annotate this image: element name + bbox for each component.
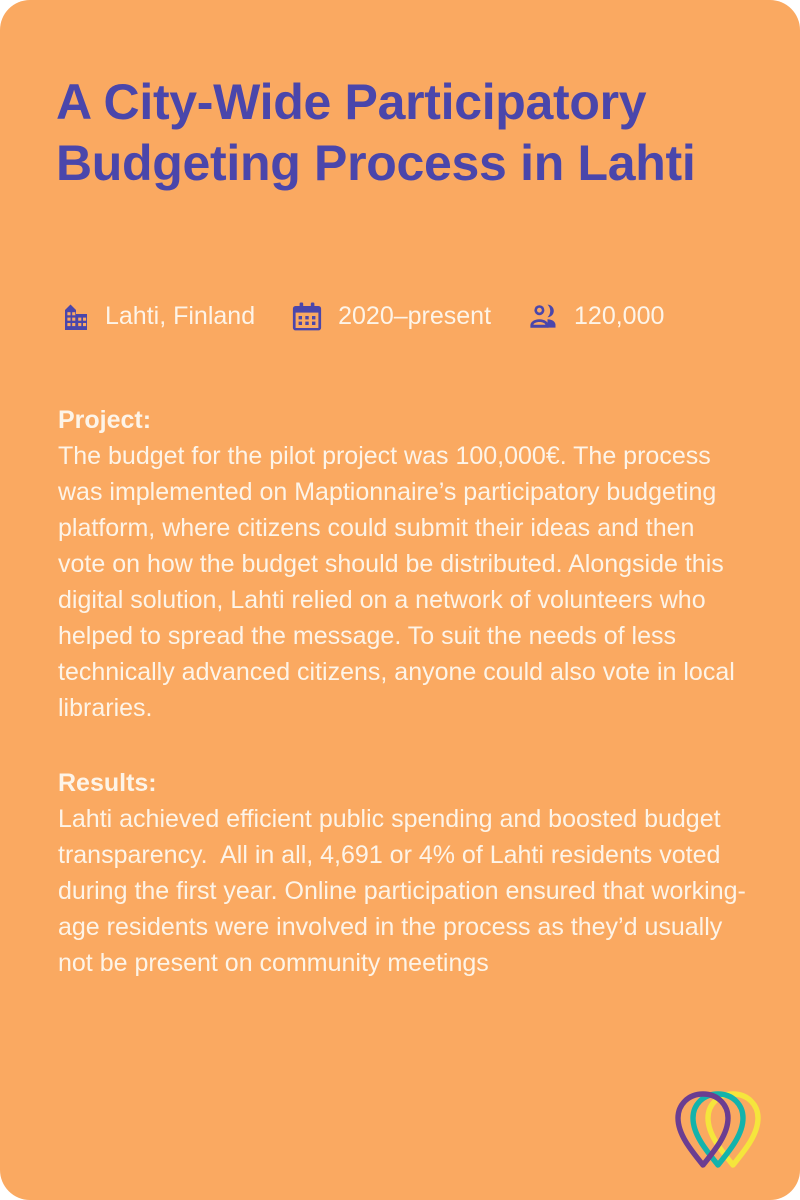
body-content — [58, 402, 748, 981]
meta-row — [56, 298, 756, 334]
section-heading-results: Results: — [58, 769, 157, 797]
section-text-project: The budget for the pilot project was 100,000€. The process was implemented on Maptionnaire’s participatory budgeting platform, where citizens could submit their ideas and then vote on how the budget should be distributed. Alongside this digital solution, Lahti relied on a network of volunteers who helped to spread the message. To suit the needs of less technically advanced citizens, anyone could also vote in local libraries. — [58, 442, 742, 722]
maptionnaire-logo — [660, 1084, 778, 1176]
section-divider-gap — [58, 726, 748, 765]
logo-pin-purple — [678, 1094, 728, 1165]
section-text-results: Lahti achieved efficient public spending and boosted budget transparency. All in all, 4,691 or 4% of Lahti residents voted during the first year. Online participation ensured that working-age residents were involved in the process as they’d usually not be present on community meetings — [58, 805, 746, 977]
building-icon — [56, 298, 92, 334]
section-results — [58, 765, 748, 981]
meta-item-timeframe — [289, 298, 491, 334]
section-project — [58, 402, 748, 726]
meta-label-location: Lahti, Finland — [105, 301, 256, 330]
meta-label-timeframe: 2020–present — [338, 301, 492, 330]
meta-item-population — [525, 298, 664, 334]
section-heading-project: Project: — [58, 406, 152, 434]
logo-pin-teal — [693, 1094, 743, 1165]
meta-item-location — [56, 298, 255, 334]
page-title: A City-Wide Participatory Budgeting Process in Lahti — [56, 74, 696, 191]
meta-label-population: 120,000 — [574, 301, 665, 330]
people-icon — [525, 298, 561, 334]
calendar-icon — [289, 298, 325, 334]
logo-pin-yellow — [708, 1094, 758, 1165]
